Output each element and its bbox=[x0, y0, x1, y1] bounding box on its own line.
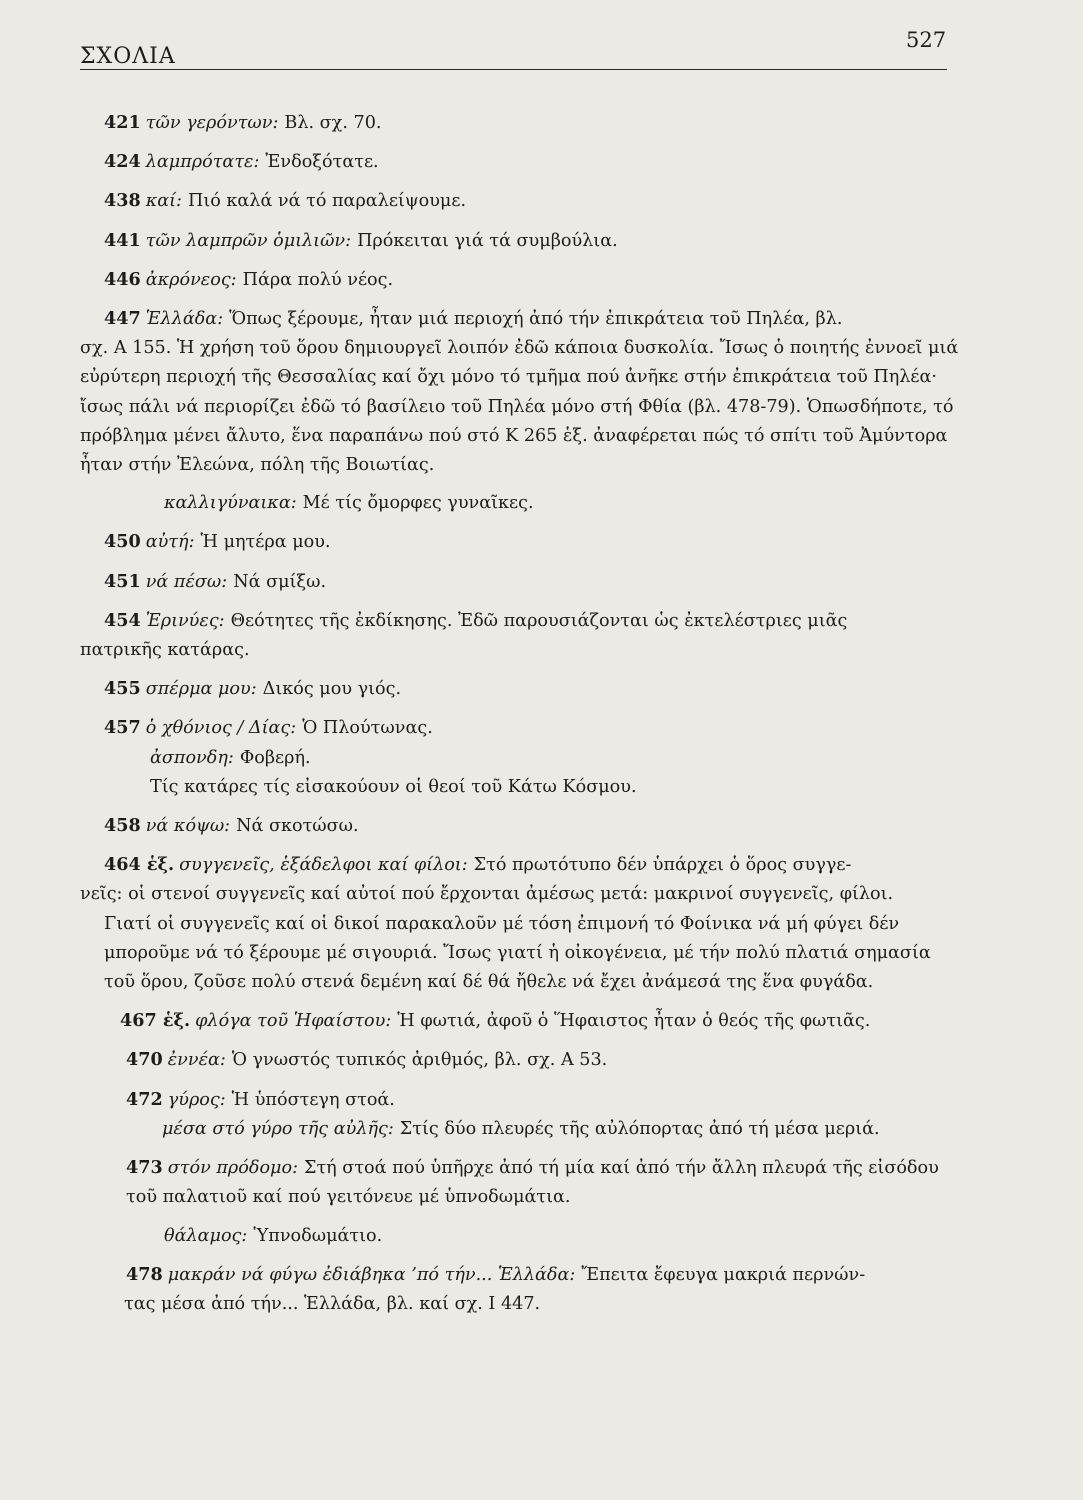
line-number: 421 bbox=[104, 112, 141, 133]
line-number: 455 bbox=[104, 678, 141, 700]
gloss-continuation: πατρικῆς κατάρας. bbox=[80, 640, 250, 661]
note-447 bbox=[80, 304, 964, 480]
lemma: τῶν γερόντων: bbox=[145, 113, 279, 133]
line-number: 438 bbox=[104, 190, 141, 212]
lemma: γύρος: bbox=[167, 1089, 226, 1110]
gloss: Ὅπως ξέρουμε, ἦταν μιά περιοχή ἀπό τήν ἐπικράτεια τοῦ Πηλέα, βλ. bbox=[229, 309, 843, 330]
note-464 bbox=[80, 850, 964, 909]
line-number: 467 ἑξ. bbox=[120, 1010, 191, 1032]
gloss: Θεότητες τῆς ἐκδίκησης. Ἐδῶ παρουσιάζονται ὡς ἐκτελέστριες μιᾶς bbox=[230, 610, 848, 631]
gloss: Στή στοά πού ὑπῆρχε ἀπό τή μία καί ἀπό τήν ἄλλη πλευρά τῆς εἰσόδου τοῦ παλατιοῦ καί πού γειτόνευε μέ ὑπνοδωμάτια. bbox=[126, 1158, 939, 1208]
lemma: θάλαμος: bbox=[164, 1225, 248, 1246]
note-441 bbox=[104, 226, 964, 256]
lemma: μέσα στό γύρο τῆς αὐλῆς: bbox=[162, 1118, 394, 1139]
gloss: Ἔπειτα ἔφευγα μακριά περνών- bbox=[581, 1264, 866, 1285]
note-473 bbox=[104, 1153, 964, 1212]
page-number: 527 bbox=[906, 28, 947, 52]
lemma: Ἐρινύες: bbox=[145, 610, 225, 631]
note-457 bbox=[104, 713, 964, 802]
note-455 bbox=[104, 674, 964, 704]
gloss-continuation: σχ. Α 155. Ἡ χρήση τοῦ ὅρου δημιουργεῖ λοιπόν ἐδῶ κάποια δυσκολία. Ἴσως ὁ ποιητής ἐννοεῖ μιά εὐρύτερη περιοχή τῆς Θεσσαλίας καί ὄχι μόνο τό τμῆμα πού ἀνῆκε στήν ἐπικράτεια τοῦ Πηλέα· ἴσως πάλι νά περιορίζει ἐδῶ τό βασίλειο τοῦ Πηλέα μόνο στή Φθία (βλ. 478-79). Ὁπωσδήποτε, τό πρόβλημα μένει ἄλυτο, ἕνα παραπάνω πού στό Κ 265 ἑξ. ἀναφέρεται πώς τό σπίτι τοῦ Ἀμύντορα ἦταν στήν Ἐλεώνα, πόλη τῆς Βοιωτίας. bbox=[80, 338, 959, 476]
line-number: 446 bbox=[104, 268, 141, 290]
lemma: σπέρμα μου: bbox=[145, 679, 257, 700]
gloss: Πιό καλά νά τό παραλείψουμε. bbox=[187, 191, 467, 212]
note-454 bbox=[80, 606, 964, 665]
paragraph-text: Γιατί οἱ συγγενεῖς καί οἱ δικοί παρακαλοῦν μέ τόση ἐπιμονή τό Φοίνικα νά μή φύγει δέν μποροῦμε νά τό ξέρουμε μέ σιγουριά. Ἴσως γιατί ἡ οἰκογένεια, μέ τήν πολύ πλατιά σημασία τοῦ ὅρου, ζοῦσε πολύ στενά δεμένη καί δέ θά ἤθελε νά ἔχει ἀνάμεσά της ἕνα φυγάδα. bbox=[104, 913, 931, 993]
gloss: Μέ τίς ὄμορφες γυναῖκες. bbox=[302, 493, 534, 514]
commentary-body bbox=[80, 108, 964, 1328]
note-464-paragraph bbox=[104, 910, 964, 998]
line-number: 441 bbox=[104, 229, 141, 251]
running-head: ΣΧΟΛΙΑ bbox=[80, 44, 176, 69]
note-450 bbox=[104, 527, 964, 557]
line-number: 478 bbox=[126, 1263, 163, 1285]
note-447-sub bbox=[104, 489, 964, 518]
line-number: 470 bbox=[126, 1049, 163, 1071]
lemma: λαμπρότατε: bbox=[145, 152, 260, 173]
gloss: Ὁ γνωστός τυπικός ἀριθμός, βλ. σχ. Α 53. bbox=[231, 1050, 608, 1071]
line-number: 464 ἑξ. bbox=[104, 854, 175, 876]
gloss: Ἡ μητέρα μου. bbox=[200, 532, 331, 553]
lemma: ἀκρόνεος: bbox=[145, 269, 237, 290]
lemma: τῶν λαμπρῶν ὁμιλιῶν: bbox=[145, 230, 352, 251]
note-424 bbox=[104, 147, 964, 177]
line-number: 473 bbox=[126, 1157, 163, 1179]
note-478 bbox=[104, 1260, 964, 1319]
sub-note-text: Τίς κατάρες τίς εἰσακούουν οἱ θεοί τοῦ Κάτω Κόσμου. bbox=[150, 776, 637, 797]
gloss-continuation: νεῖς: οἱ στενοί συγγενεῖς καί αὐτοί πού ἔρχονται ἀμέσως μετά: μακρινοί συγγενεῖς, φίλοι. bbox=[80, 884, 894, 905]
sub-note bbox=[126, 1115, 964, 1144]
gloss: Ὑπνοδωμάτιο. bbox=[253, 1225, 383, 1246]
lemma: νά πέσω: bbox=[145, 571, 228, 592]
lemma: ἀσπονδη: bbox=[150, 747, 234, 768]
gloss: Πάρα πολύ νέος. bbox=[242, 269, 394, 290]
line-number: 451 bbox=[104, 570, 141, 592]
lemma: συγγενεῖς, ἑξάδελφοι καί φίλοι: bbox=[179, 855, 468, 876]
gloss: Ἐνδοξότατε. bbox=[265, 152, 379, 173]
line-number: 472 bbox=[126, 1088, 163, 1110]
gloss: Βλ. σχ. 70. bbox=[284, 113, 382, 133]
gloss: Ἡ ὑπόστεγη στοά. bbox=[231, 1089, 395, 1110]
line-number: 424 bbox=[104, 151, 141, 173]
line-number: 447 bbox=[104, 308, 141, 330]
note-472 bbox=[104, 1085, 964, 1144]
note-458 bbox=[104, 811, 964, 841]
gloss-continuation: τας μέσα ἀπό τήν... Ἑλλάδα, βλ. καί σχ. Ι 447. bbox=[124, 1293, 541, 1314]
sub-note bbox=[104, 744, 964, 773]
lemma: μακράν νά φύγω ἐδιάβηκα ’πό τήν... Ἑλλάδα: bbox=[167, 1264, 576, 1285]
gloss: Πρόκειται γιά τά συμβούλια. bbox=[357, 230, 618, 251]
note-473-sub bbox=[104, 1222, 964, 1251]
gloss: Ὁ Πλούτωνας. bbox=[302, 718, 433, 739]
line-number: 457 bbox=[104, 717, 141, 739]
line-number: 450 bbox=[104, 531, 141, 553]
gloss: Στίς δύο πλευρές τῆς αὐλόπορτας ἀπό τή μέσα μεριά. bbox=[399, 1118, 880, 1139]
note-446 bbox=[104, 265, 964, 295]
line-number: 454 bbox=[104, 609, 141, 631]
note-421 bbox=[104, 108, 964, 138]
note-470 bbox=[104, 1045, 964, 1075]
note-451 bbox=[104, 567, 964, 597]
gloss: Στό πρωτότυπο δέν ὑπάρχει ὁ ὅρος συγγε- bbox=[473, 855, 852, 876]
gloss: Δικός μου γιός. bbox=[262, 679, 402, 700]
lemma: Ἑλλάδα: bbox=[145, 309, 224, 330]
lemma: καί: bbox=[145, 191, 182, 212]
lemma: καλλιγύναικα: bbox=[164, 493, 297, 514]
note-438 bbox=[104, 186, 964, 216]
line-number: 458 bbox=[104, 815, 141, 837]
lemma: αὐτή: bbox=[145, 532, 195, 553]
gloss: Νά σμίξω. bbox=[233, 571, 327, 592]
gloss: Ἡ φωτιά, ἀφοῦ ὁ Ἥφαιστος ἦταν ὁ θεός τῆς φωτιᾶς. bbox=[397, 1011, 871, 1032]
lemma: ὁ χθόνιος / Δίας: bbox=[145, 718, 297, 739]
lemma: στόν πρόδομο: bbox=[167, 1158, 298, 1179]
gloss: Νά σκοτώσω. bbox=[236, 816, 359, 837]
header-rule bbox=[80, 69, 947, 70]
lemma: φλόγα τοῦ Ἡφαίστου: bbox=[195, 1011, 392, 1032]
lemma: ἐννέα: bbox=[167, 1050, 226, 1071]
lemma: νά κόψω: bbox=[145, 816, 231, 837]
gloss: Φοβερή. bbox=[239, 747, 311, 768]
note-467 bbox=[104, 1006, 964, 1036]
